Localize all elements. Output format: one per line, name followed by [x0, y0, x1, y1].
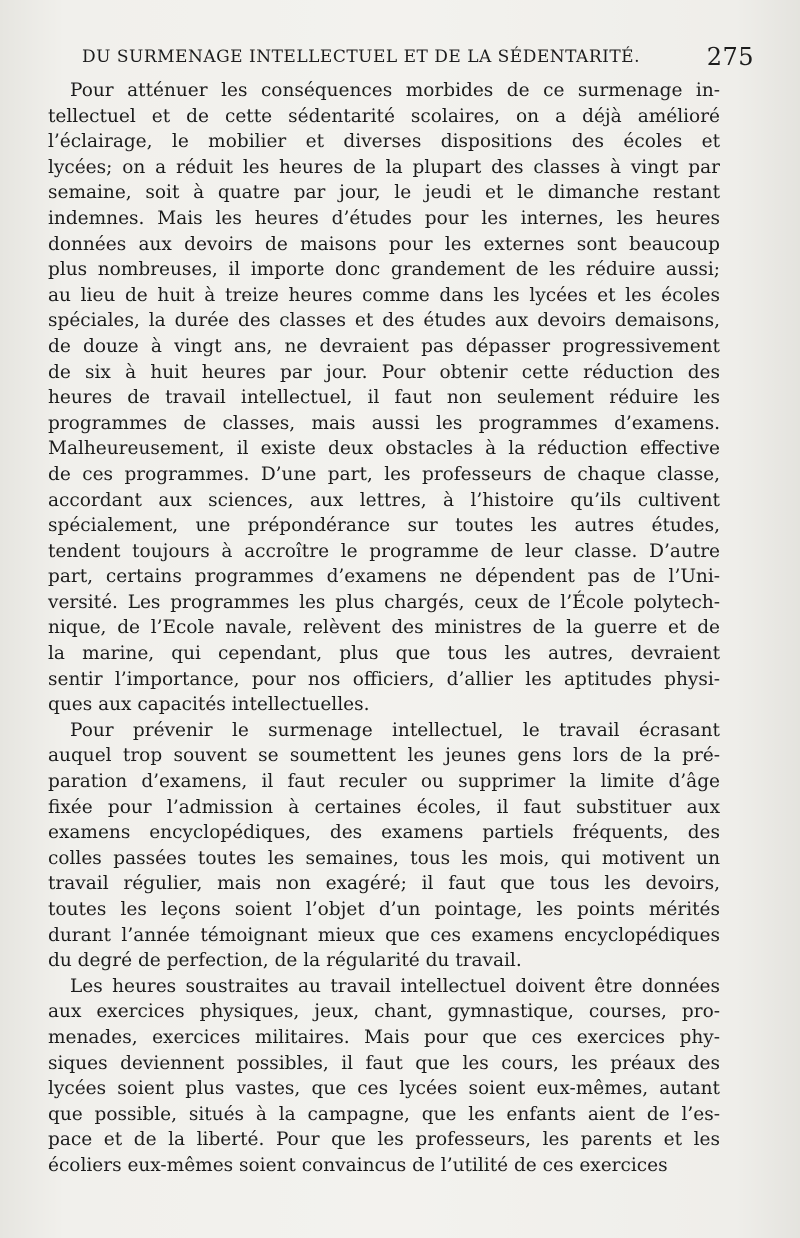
- text-line: spéciales, la durée des classes et des études aux devoirs demaisons,: [48, 310, 720, 332]
- paragraph: [48, 78, 720, 718]
- text-line: colles passées toutes les semaines, tous les mois, qui motivent un: [48, 847, 720, 869]
- text-line: auquel trop souvent se soumettent les jeunes gens lors de la pré-: [48, 745, 720, 767]
- text-line: Les heures soustraites au travail intellectuel doivent être données: [70, 975, 720, 997]
- text-line: lycées soient plus vastes, que ces lycées soient eux-mêmes, autant: [48, 1078, 720, 1100]
- text-line: Pour prévenir le surmenage intellectuel, le travail écrasant: [70, 719, 720, 741]
- text-line: ques aux capacités intellectuelles.: [48, 694, 370, 716]
- text-line: part, certains programmes d’examens ne dépendent pas de l’Uni-: [48, 566, 720, 588]
- text-line: programmes de classes, mais aussi les programmes d’examens.: [48, 412, 720, 434]
- text-line: accordant aux sciences, aux lettres, à l’histoire qu’ils cultivent: [48, 489, 720, 511]
- text-line: que possible, situés à la campagne, que les enfants aient de l’es-: [48, 1103, 720, 1125]
- text-line: données aux devoirs de maisons pour les externes sont beaucoup: [48, 233, 720, 255]
- text-line: tellectuel et de cette sédentarité scolaires, on a déjà amélioré: [48, 105, 720, 127]
- text-line: menades, exercices militaires. Mais pour que ces exercices phy-: [48, 1026, 720, 1048]
- text-line: l’éclairage, le mobilier et diverses dispositions des écoles et: [48, 131, 720, 153]
- text-line: Malheureusement, il existe deux obstacles à la réduction effective: [48, 438, 720, 460]
- body-text: [48, 78, 720, 1179]
- text-line: au lieu de huit à treize heures comme dans les lycées et les écoles: [48, 284, 720, 306]
- text-line: heures de travail intellectuel, il faut non seulement réduire les: [48, 387, 720, 409]
- text-line: siques deviennent possibles, il faut que les cours, les préaux des: [48, 1052, 720, 1074]
- text-line: fixée pour l’admission à certaines écoles, il faut substituer aux: [48, 796, 720, 818]
- text-line: de six à huit heures par jour. Pour obtenir cette réduction des: [48, 361, 720, 383]
- text-line: toutes les leçons soient l’objet d’un pointage, les points mérités: [48, 899, 720, 920]
- running-header: [30, 43, 760, 71]
- text-line: tendent toujours à accroître le programme de leur classe. D’autre: [48, 540, 720, 562]
- text-line: de douze à vingt ans, ne devraient pas dépasser progressivement: [48, 335, 720, 357]
- text-line: de ces programmes. D’une part, les professeurs de chaque classe,: [48, 463, 720, 485]
- text-line: écoliers eux-mêmes soient convaincus de l’utilité de ces exercices: [48, 1154, 668, 1176]
- text-line: aux exercices physiques, jeux, chant, gymnastique, courses, pro-: [48, 1001, 720, 1023]
- text-line: paration d’examens, il faut reculer ou supprimer la limite d’âge: [48, 771, 720, 793]
- text-line: spécialement, une prépondérance sur toutes les autres études,: [48, 515, 720, 537]
- text-line: examens encyclopédiques, des examens partiels fréquents, des: [48, 822, 720, 844]
- text-line: versité. Les programmes les plus chargés, ceux de l’École polytech-: [48, 591, 720, 613]
- text-line: Pour atténuer les conséquences morbides de ce surmenage in-: [70, 80, 720, 101]
- text-line: pace et de la liberté. Pour que les professeurs, les parents et les: [48, 1129, 720, 1151]
- header-title: DU SURMENAGE INTELLECTUEL ET DE LA SÉDENTARITÉ.: [82, 47, 640, 67]
- text-line: plus nombreuses, il importe donc grandement de les réduire aussi;: [48, 259, 720, 281]
- text-line: la marine, qui cependant, plus que tous les autres, devraient: [48, 643, 720, 665]
- text-line: travail régulier, mais non exagéré; il faut que tous les devoirs,: [48, 873, 720, 895]
- text-line: du degré de perfection, de la régularité du travail.: [48, 950, 522, 972]
- text-line: sentir l’importance, pour nos officiers, d’allier les aptitudes physi-: [48, 668, 720, 690]
- text-line: nique, de l’Ecole navale, relèvent des ministres de la guerre et de: [48, 617, 720, 639]
- paragraph: [48, 718, 720, 974]
- text-line: indemnes. Mais les heures d’études pour les internes, les heures: [48, 207, 720, 229]
- text-line: lycées; on a réduit les heures de la plupart des classes à vingt par: [48, 156, 720, 178]
- text-line: durant l’année témoignant mieux que ces examens encyclopédiques: [48, 924, 720, 946]
- paragraph: [48, 974, 720, 1179]
- page-number: 275: [706, 43, 754, 71]
- text-line: semaine, soit à quatre par jour, le jeudi et le dimanche restant: [48, 182, 720, 204]
